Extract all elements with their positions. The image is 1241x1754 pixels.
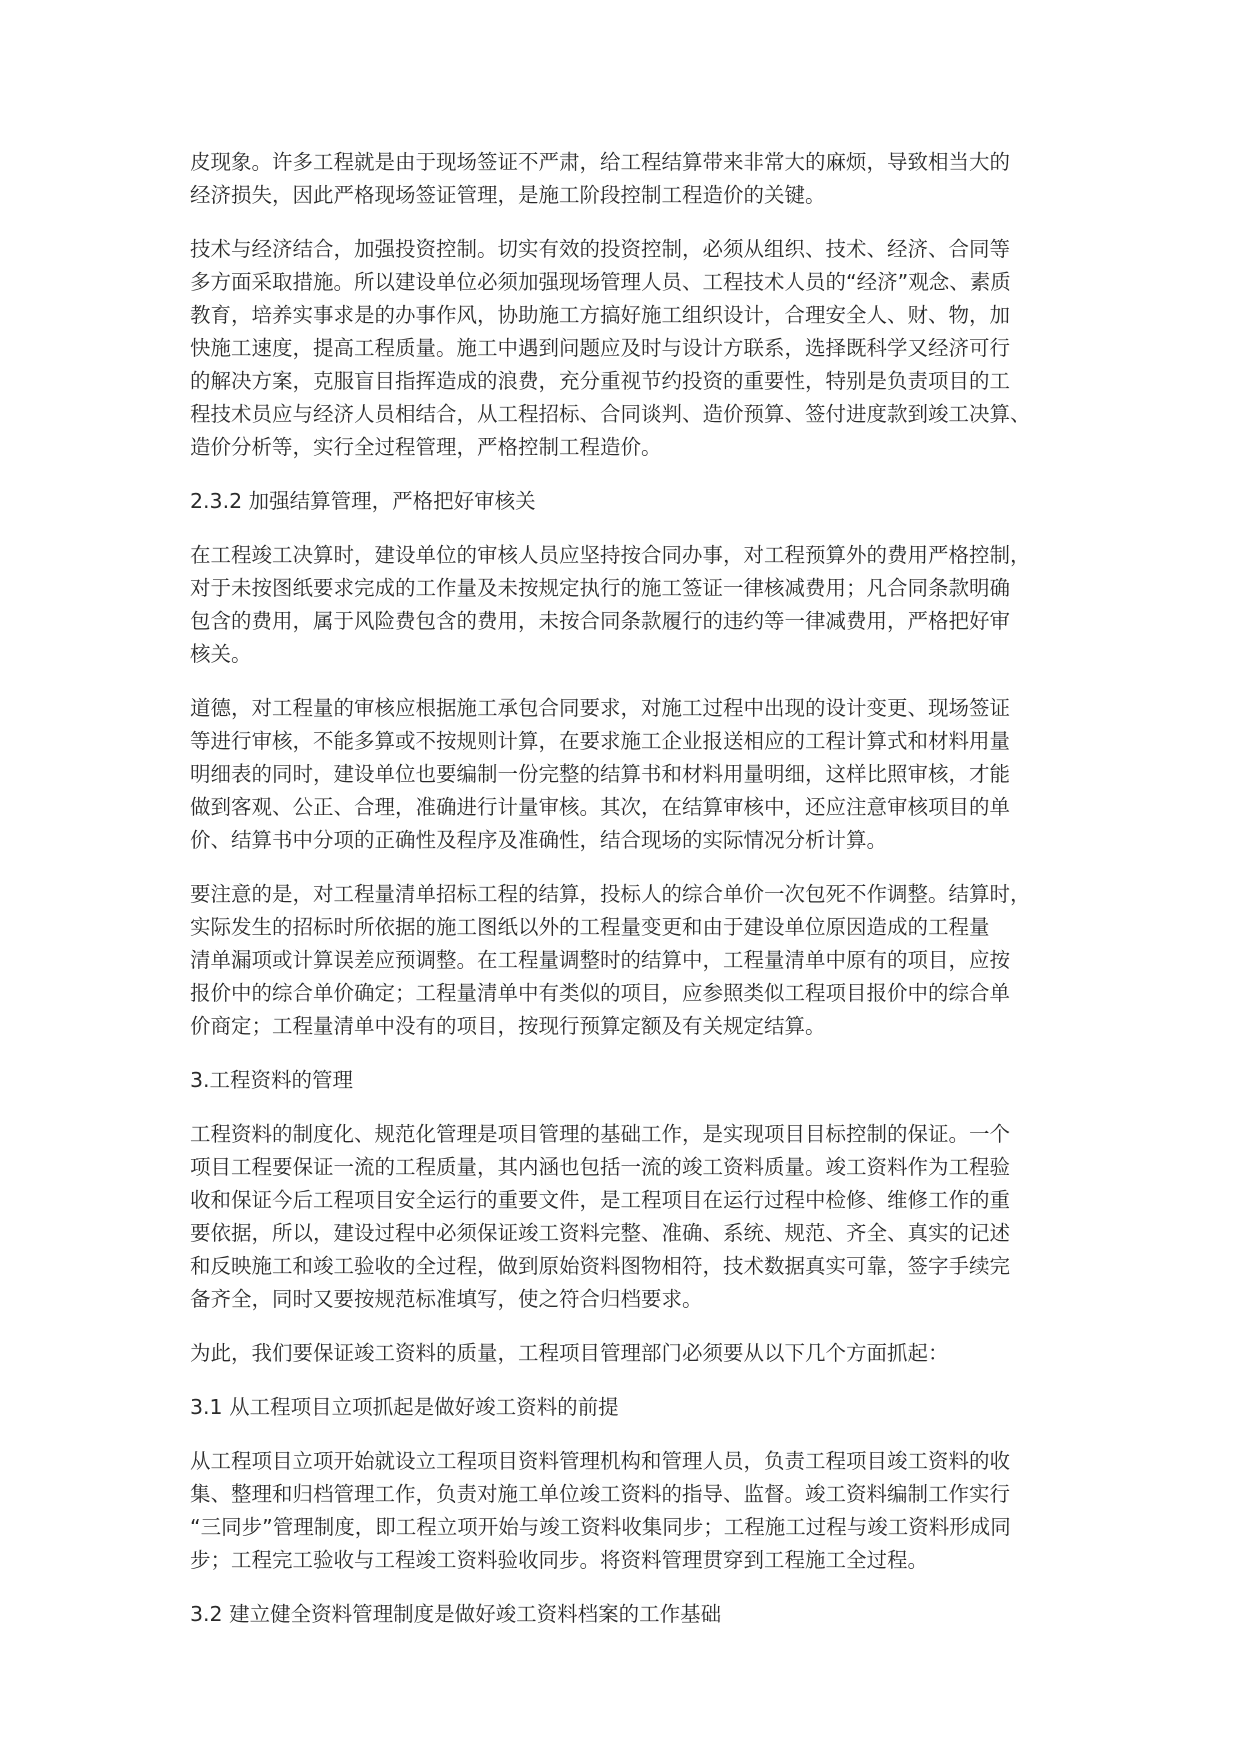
section-heading-3: 3.工程资料的管理 — [190, 1068, 354, 1092]
paragraph-tech-economy: 技术与经济结合，加强投资控制。切实有效的投资控制，必须从组织、技术、经济、合同等 多方面采取措施。所以建设单位必须加强现场管理人员、工程技术人员的“经济”观念、素质 教育，培养实事求是的办事作风，协助施工方搞好施工组织设计，合理安全人、财、物，加 快施工速度，提高工程质量。施工中遇到问题应及时与设计方联系，选择既科学又经济可行 的解决方案，克服盲目指挥造成的浪费，充分重视节约投资的重要性，特别是负责项目的工 程技术员应与经济人员相结合，从工程招标、合同谈判、造价预算、签付进度款到竣工决算、 造价分析等，实行全过程管理，严格控制工程造价。 — [190, 237, 1031, 459]
paragraph-bill-of-quantities: 要注意的是，对工程量清单招标工程的结算，投标人的综合单价一次包死不作调整。结算时， 实际发生的招标时所依据的施工图纸以外的工程量变更和由于建设单位原因造成的工程量 清单漏项或计算误差应预调整。在工程量调整时的结算中，工程量清单中原有的项目，应按 报价中的综合单价确定；工程量清单中有类似的项目，应参照类似工程项目报价中的综合单 价商定；工程量清单中没有的项目，按现行预算定额及有关规定结算。 — [190, 882, 1031, 1038]
section-heading-2-3-2: 2.3.2 加强结算管理，严格把好审核关 — [190, 489, 536, 513]
paragraph-records-management: 工程资料的制度化、规范化管理是项目管理的基础工作，是实现项目目标控制的保证。一个 项目工程要保证一流的工程质量，其内涵也包括一流的竣工资料质量。竣工资料作为工程验 收和保证今后工程项目安全运行的重要文件，是工程项目在运行过程中检修、维修工作的重 要依据，所以，建设过程中必须保证竣工资料完整、准确、系统、规范、齐全、真实的记述 和反映施工和竣工验收的全过程，做到原始资料图物相符，技术数据真实可靠，签字手续完 备齐全，同时又要按规范标准填写，使之符合归档要求。 — [190, 1122, 1010, 1311]
paragraph-site-visa: 皮现象。许多工程就是由于现场签证不严肃，给工程结算带来非常大的麻烦，导致相当大的 经济损失，因此严格现场签证管理，是施工阶段控制工程造价的关键。 — [190, 150, 1010, 207]
paragraph-project-initiation: 从工程项目立项开始就设立工程项目资料管理机构和管理人员，负责工程项目竣工资料的收 集、整理和归档管理工作，负责对施工单位竣工资料的指导、监督。竣工资料编制工作实行 “三同步”管理制度，即工程立项开始与竣工资料收集同步；工程施工过程与竣工资料形成同 步；工程完工验收与工程竣工资料验收同步。将资料管理贯穿到工程施工全过程。 — [190, 1449, 1011, 1572]
paragraph-quality-intro: 为此，我们要保证竣工资料的质量，工程项目管理部门必须要从以下几个方面抓起： — [190, 1341, 949, 1365]
paragraph-final-accounts: 在工程竣工决算时，建设单位的审核人员应坚持按合同办事，对工程预算外的费用严格控制， 对于未按图纸要求完成的工作量及未按规定执行的施工签证一律核减费用；凡合同条款明确 包含的费用，属于风险费包含的费用，未按合同条款履行的违约等一律减费用，严格把好审 核关。 — [190, 543, 1031, 666]
paragraph-quantity-audit: 道德，对工程量的审核应根据施工承包合同要求，对施工过程中出现的设计变更、现场签证 等进行审核，不能多算或不按规则计算，在要求施工企业报送相应的工程计算式和材料用量 明细表的同时，建设单位也要编制一份完整的结算书和材料用量明细，这样比照审核，才能 做到客观、公正、合理，准确进行计量审核。其次，在结算审核中，还应注意审核项目的单 价、结算书中分项的正确性及程序及准确性，结合现场的实际情况分析计算。 — [190, 696, 1010, 852]
section-heading-3-1: 3.1 从工程项目立项抓起是做好竣工资料的前提 — [190, 1395, 619, 1419]
section-heading-3-2: 3.2 建立健全资料管理制度是做好竣工资料档案的工作基础 — [190, 1602, 722, 1626]
document-body — [190, 146, 1055, 1652]
